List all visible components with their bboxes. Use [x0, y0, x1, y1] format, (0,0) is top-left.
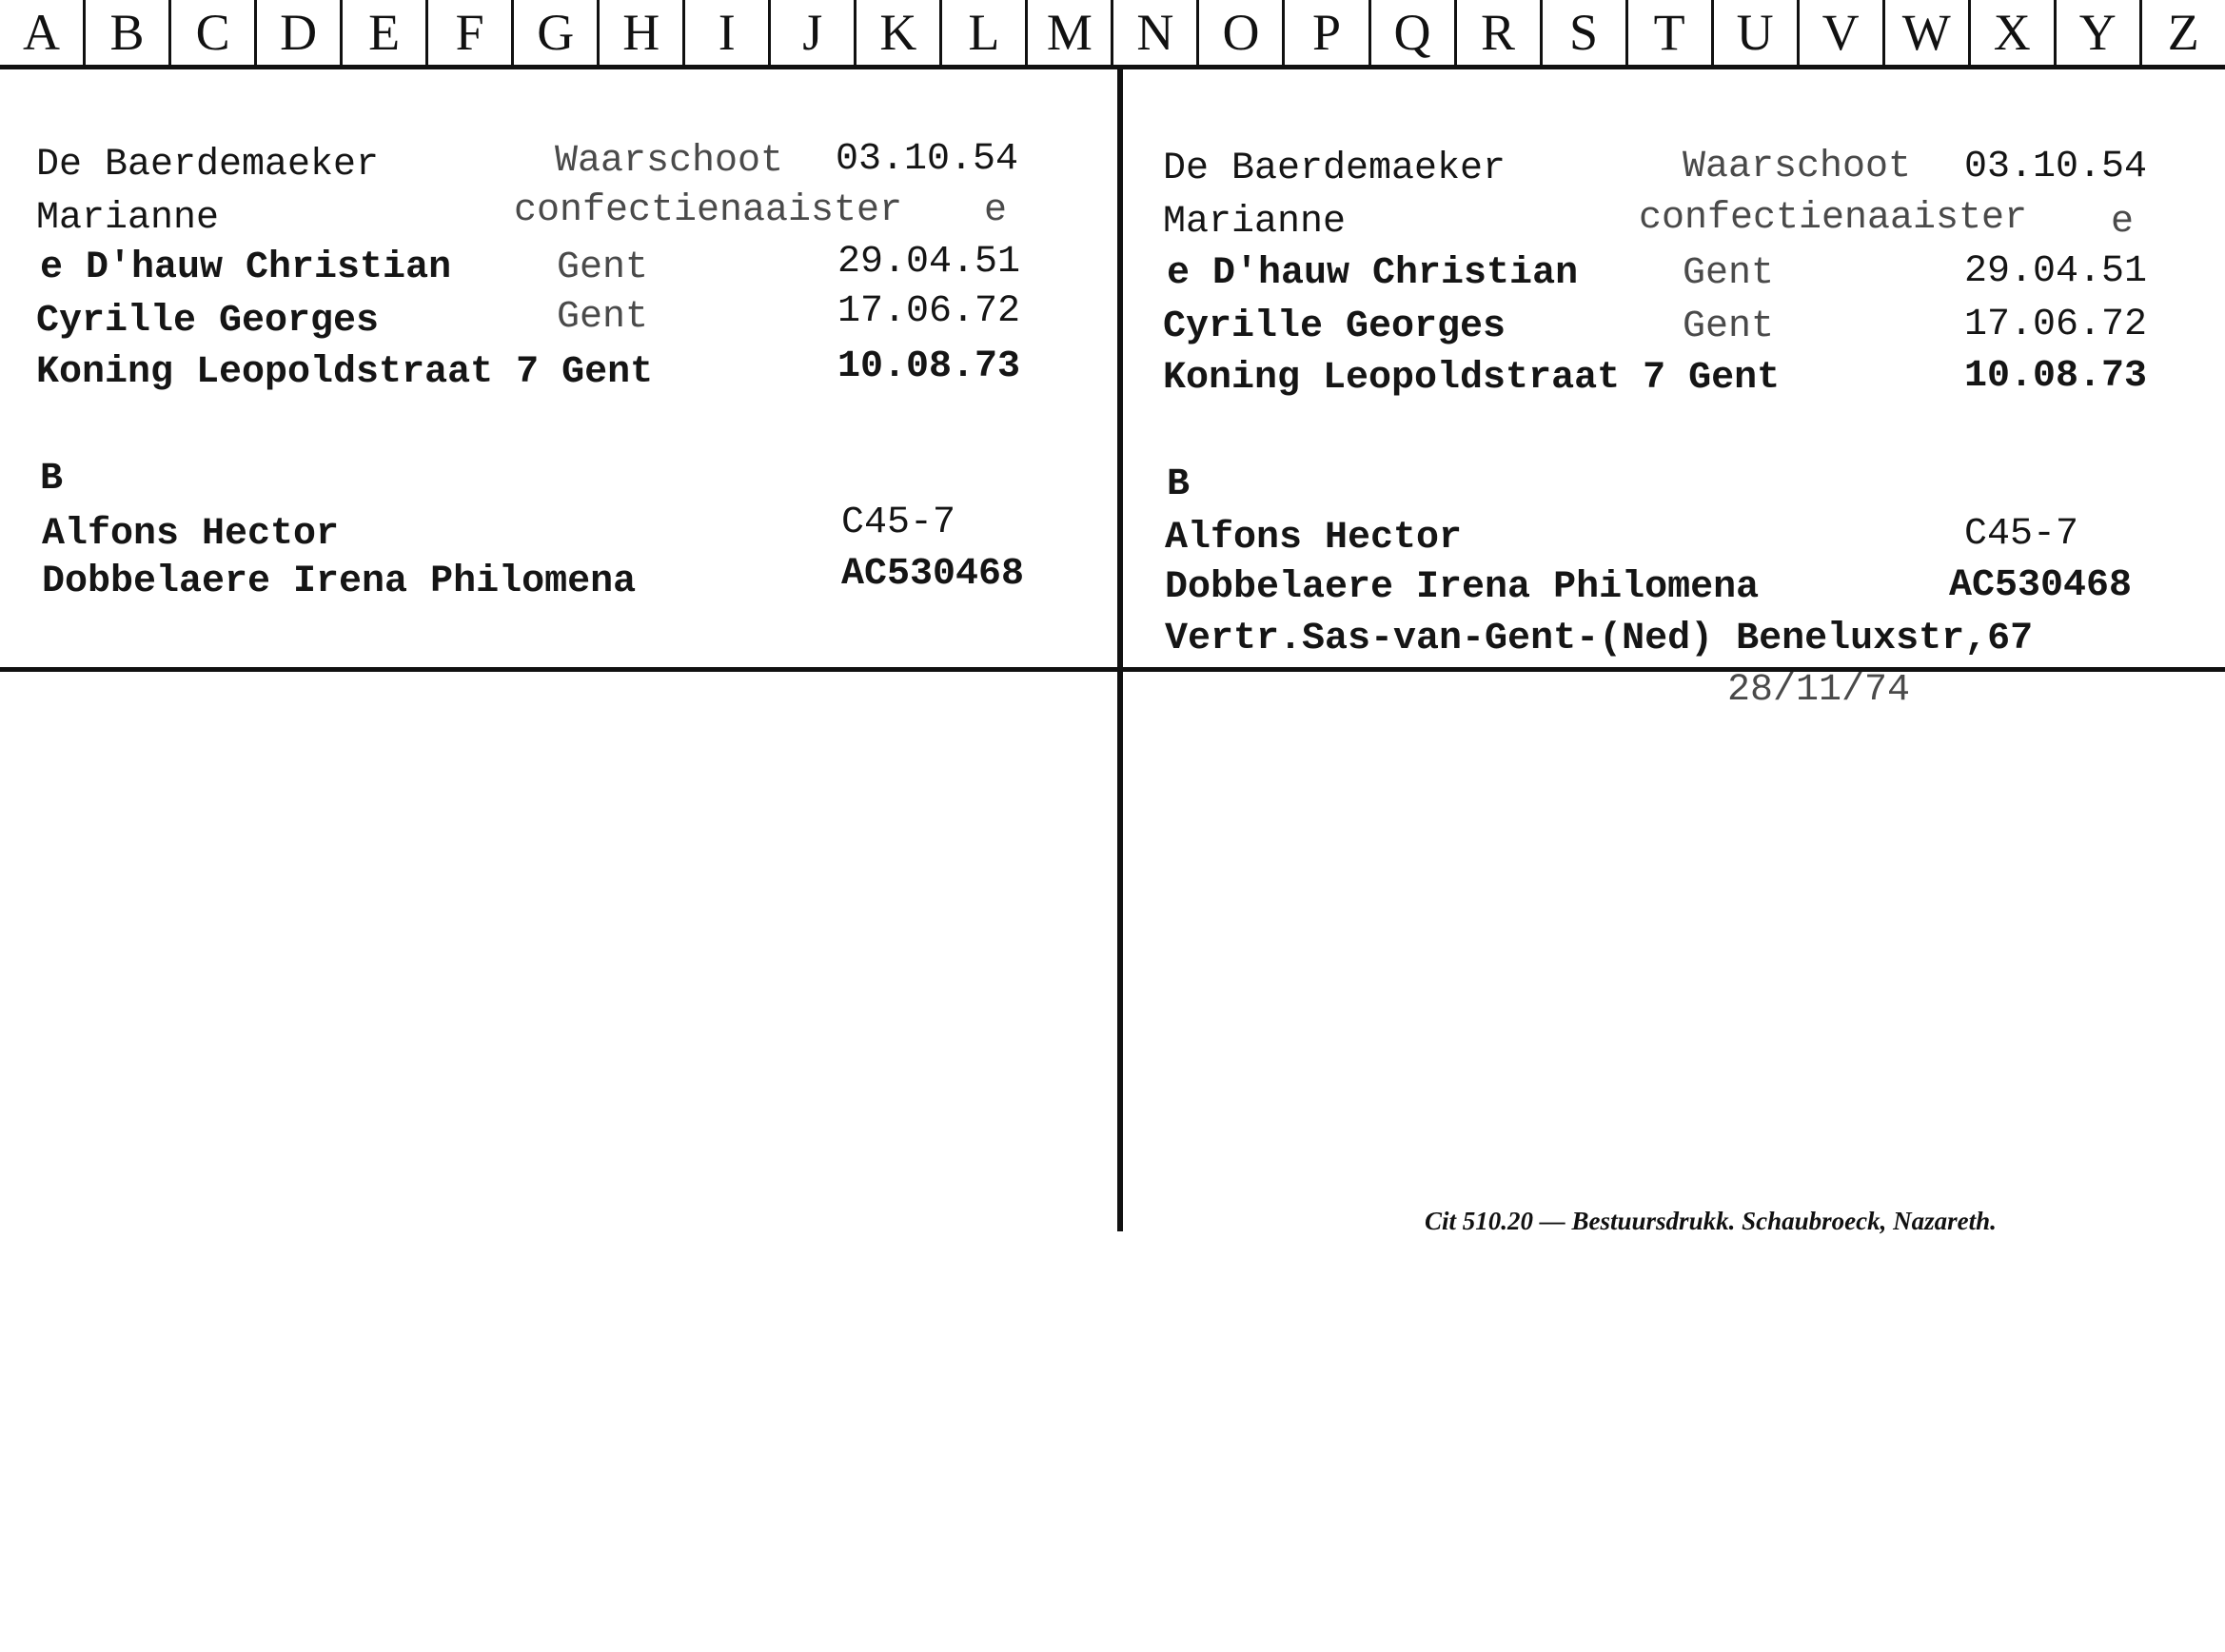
left-children: Cyrille Georges [36, 300, 380, 343]
left-occupation: confectienaaister [514, 189, 903, 232]
right-spouse-place: Gent [1683, 252, 1775, 295]
left-first-name: Marianne [36, 197, 220, 240]
left-section: B [40, 458, 64, 501]
index-letter-d: D [257, 0, 343, 65]
left-address: Koning Leopoldstraat 7 Gent [36, 351, 654, 394]
left-birth-place: Waarschoot [555, 140, 784, 183]
right-mother-code: AC530468 [1949, 564, 2133, 607]
right-departure-address: Vertr.Sas-van-Gent-(Ned) Beneluxstr,67 [1165, 618, 2034, 660]
index-letter-v: V [1800, 0, 1885, 65]
right-mark: e [2111, 201, 2135, 244]
left-father-code: C45-7 [841, 502, 956, 544]
right-birth-place: Waarschoot [1683, 146, 1912, 188]
right-children-date: 17.06.72 [1964, 304, 2148, 346]
left-children-date: 17.06.72 [837, 290, 1021, 333]
left-mother-code: AC530468 [841, 553, 1025, 596]
index-letter-j: J [771, 0, 857, 65]
horizontal-rule-left [0, 667, 1117, 672]
index-letter-x: X [1971, 0, 2057, 65]
index-letter-z: Z [2167, 4, 2199, 61]
index-letter-c: C [171, 0, 257, 65]
left-mark: e [984, 189, 1008, 232]
index-letter-h: H [600, 0, 685, 65]
horizontal-rule-right [1123, 667, 2225, 672]
right-section: B [1167, 463, 1191, 506]
left-father: Alfons Hector [42, 513, 340, 556]
right-departure-date: 28/11/74 [1727, 669, 1911, 712]
right-first-name: Marianne [1163, 201, 1347, 244]
left-address-date: 10.08.73 [837, 345, 1021, 388]
index-letter-q: Q [1371, 0, 1457, 65]
left-mother: Dobbelaere Irena Philomena [42, 560, 637, 603]
right-occupation: confectienaaister [1639, 197, 2028, 240]
index-letter-u: U [1714, 0, 1800, 65]
right-surname: De Baerdemaeker [1163, 148, 1506, 190]
index-letter-l: L [942, 0, 1028, 65]
index-letter-g: G [514, 0, 600, 65]
left-spouse: e D'hauw Christian [40, 246, 452, 289]
index-letter-w: W [1885, 0, 1971, 65]
index-letter-b: B [86, 0, 171, 65]
index-letter-r: R [1457, 0, 1543, 65]
right-children: Cyrille Georges [1163, 305, 1506, 348]
index-letter-s: S [1543, 0, 1628, 65]
left-spouse-place: Gent [557, 246, 649, 289]
index-letter-i: I [685, 0, 771, 65]
index-letter-e: E [343, 0, 428, 65]
right-spouse: e D'hauw Christian [1167, 252, 1579, 295]
left-spouse-date: 29.04.51 [837, 241, 1021, 284]
index-letter-a: A [0, 0, 86, 65]
right-spouse-date: 29.04.51 [1964, 250, 2148, 293]
index-letter-p: P [1285, 0, 1370, 65]
index-letter-y: Y [2057, 0, 2142, 65]
vertical-divider [1117, 67, 1123, 1231]
right-children-place: Gent [1683, 305, 1775, 348]
left-surname: De Baerdemaeker [36, 144, 380, 187]
right-address-date: 10.08.73 [1964, 355, 2148, 398]
right-mother: Dobbelaere Irena Philomena [1165, 566, 1760, 609]
right-father: Alfons Hector [1165, 517, 1463, 560]
left-children-place: Gent [557, 296, 649, 339]
index-letter-m: M [1028, 0, 1113, 65]
index-letter-n: N [1113, 0, 1199, 65]
alphabet-index-strip [0, 0, 2225, 69]
index-letter-o: O [1199, 0, 1285, 65]
index-letter-t: T [1628, 0, 1714, 65]
index-letter-f: F [428, 0, 514, 65]
right-father-code: C45-7 [1964, 513, 2079, 556]
right-birth-date: 03.10.54 [1964, 146, 2148, 188]
right-address: Koning Leopoldstraat 7 Gent [1163, 357, 1781, 400]
printer-imprint: Cit 510.20 — Bestuursdrukk. Schaubroeck, Nazareth. [1425, 1207, 1997, 1235]
index-letter-k: K [857, 0, 942, 65]
left-birth-date: 03.10.54 [836, 138, 1019, 181]
